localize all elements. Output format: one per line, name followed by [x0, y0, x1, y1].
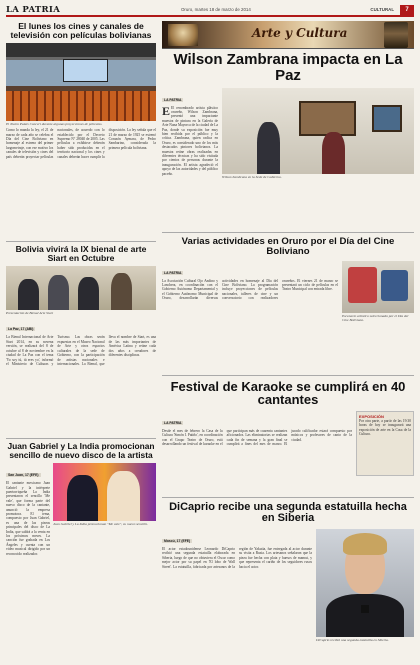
person-figure [107, 471, 140, 521]
oruro-cine-body-cont [342, 324, 414, 358]
juan-gabriel-text: El cantante mexicano Juan Gabriel y la intérprete puertorriqueña La India presentaron el sencillo 'Me vale', que forma parte del nuevo disco de la cantante, anunció la empresa promotora. El tema, compuesto por Juan Gabriel, es una de las piezas principales del disco de La India, que saldrá a la venta en los próximos meses. La canción fue grabada en Los Ángeles y cuenta con un video musical dirigido por un reconocido realizador. [6, 481, 50, 556]
juan-gabriel-text-col [6, 463, 50, 601]
person-figure [18, 279, 39, 310]
artwork-piece [381, 270, 408, 301]
juan-gabriel-body-cont [53, 528, 156, 588]
dicaprio-layout [162, 529, 414, 665]
expo-body: Por otra parte, a partir de las 19:30 horas de hoy se inaugurará una exposición de arte en la Casa de la Cultura. [359, 418, 411, 437]
divider [162, 497, 414, 498]
karaoke-layout [162, 411, 414, 493]
issue-date: Oruro, martes 18 de marzo de 2014 [181, 7, 251, 12]
person-figure [48, 275, 69, 310]
headline-oruro-cine: Varias actividades en Oruro por el Día del Cine Boliviano [181, 235, 395, 257]
bienal-photo [6, 266, 156, 310]
zambrana-text: El renombrado artista plástico orureño, Wilson Zambrana, presentó una impactante muestra de pintura en la Galería de Arte Nuna Mayorca de la ciudad de La Paz, donde su exposición fue muy bien recibida por el público y la crítica. Zambrana, quien radica en Oruro, es considerado uno de los más destacados pintores bolivianos. La muestra reúne obras realizadas en diferentes técnicas y ha sido visitada por cientos de personas durante la inauguración. El artista agradeció el apoyo de las autoridades y del público paceño. [162, 105, 218, 176]
oruro-cine-body [162, 279, 338, 371]
zambrana-caption: Wilson Zambrana en la Sede de Gobierno. [222, 174, 282, 179]
story-juan-gabriel [6, 442, 156, 601]
juan-gabriel-caption: Juan Gabriel y La India promocionan "Me vale", su nuevo sencillo. [53, 522, 148, 527]
dicaprio-media-col [316, 529, 414, 665]
banner-title: Arte y Cultura [252, 26, 348, 40]
expo-box [356, 411, 414, 476]
left-column [6, 21, 156, 601]
divider [6, 241, 156, 242]
juan-gabriel-photo [53, 463, 156, 521]
cine-tv-text: Como lo manda la ley, el 21 de marzo de cada año se celebra el Día del Cine Boliviano en homenaje al estreno del primer largometraje, con ese motivo los canales de televisión y cines del país deberán proyectar películas nacionales, de acuerdo con lo establecido por el Decreto Supremo N° 28040 de 2005. Las películas a exhibirse deberán haber sido producidas en el territorio nacional y los cines y canales deberán hacer cumplir la disposición. La ley señala que el 21 de marzo de 1925 se estrenó Corazón Aymara, de Pedro Sambarino, considerada la primera película boliviana. [6, 128, 156, 159]
person-figure [78, 277, 99, 310]
oruro-cine-layout [162, 261, 414, 371]
section-banner [162, 21, 414, 49]
divider [162, 232, 414, 233]
karaoke-side-col [356, 411, 414, 493]
karaoke-text-col [162, 411, 352, 493]
cine-tv-body [6, 128, 156, 238]
painting-frame [372, 105, 403, 133]
oruro-cine-text: La Asociación Cultural Ojo Andino y Lanchera, en coordinación con el Gobierno Autónomo Departamental y el Gobierno Autónomo Municipal de Oruro, desarrollarán diversas actividades en homenaje al Día del Cine Boliviano. La programación incluye proyecciones de películas nacionales, talleres de cine y un conversatorio con realizadores orureños. El viernes 21 de marzo se presentará un ciclo de películas en el Teatro Municipal con entrada libre. [162, 278, 338, 301]
right-column [162, 21, 414, 665]
painting-frame [299, 101, 357, 135]
karaoke-text: Desde el mes de febrero la Casa de la Cultura 'Simón I. Patiño', en coordinación con el Grupo Teatro de Oruro, está desarrollando un festival de karaoke en el que participan más de cuarenta cantantes aficionados. Las eliminatorias se realizan cada fin de semana y la gran final se cumplirá a fines del mes de marzo. El jurado calificador estará compuesto por músicos y profesores de canto de la ciudad. [162, 428, 352, 447]
story-dicaprio [162, 502, 414, 665]
story-cine-tv [6, 22, 156, 238]
zambrana-layout [162, 88, 414, 228]
person-figure [322, 132, 345, 173]
juan-gabriel-byline: San Juan, 17 (EFE) [8, 473, 39, 478]
zambrana-body [162, 103, 218, 228]
divider [6, 438, 156, 439]
juan-gabriel-media-col [53, 463, 156, 601]
zambrana-media-col [222, 88, 414, 228]
drop-cap: E [162, 103, 171, 118]
hair-shape [343, 533, 386, 555]
story-oruro-cine [162, 237, 414, 371]
theater-caption: El Teatro Palais Concert durante algunas proyecciones de películas. [6, 122, 103, 127]
bienal-body [6, 335, 156, 435]
bienal-caption: Presentación de Bienal Arte Siart [6, 311, 54, 316]
projection-screen [63, 59, 108, 82]
expo-label: EXPOSICIÓN [359, 413, 384, 419]
bienal-text: La Bienal Internacional de Arte Siart 2014, en su novena versión, se realizará del 8 de octubre al 8 de noviembre en la ciudad de La Paz con el tema 'Yo soy tú, tú eres yo', informó el Ministerio de Culturas y Turismo. Las obras serán expuestas en el Museo Nacional de Arte y otros espacios culturales de la sede de Gobierno, con la participación de artistas nacionales e internacionales. La Bienal, que lleva el nombre de Siart, es una de las más importantes de América Latina y reúne cada dos años a creadores de diferentes disciplinas. [6, 335, 156, 366]
headline-zambrana: Wilson Zambrana impacta en La Paz [173, 51, 403, 84]
person-figure [111, 273, 132, 310]
dicaprio-byline: Moscú, 17 (EFE) [164, 539, 191, 543]
masthead [6, 5, 414, 17]
headline-bienal: Bolivia vivirá la IX bienal de arte Siart en Octubre [15, 244, 147, 264]
zambrana-text-col [162, 88, 218, 228]
karaoke-byline: LA PATRIA [164, 420, 182, 425]
painting-artwork [384, 22, 408, 48]
headline-cine-tv: El lunes los cines y canales de televisión con películas bolivianas [10, 21, 152, 41]
headline-dicaprio: DiCaprio recibe una segunda estatuilla hecha en Siberia [169, 500, 407, 525]
zambrana-body-cont [222, 181, 414, 215]
bowtie-shape [361, 605, 369, 614]
headline-karaoke: Festival de Karaoke se cumplirá en 40 cantantes [170, 378, 406, 408]
mask-artwork [168, 24, 198, 46]
theater-photo [6, 43, 156, 121]
zambrana-byline: LA PATRIA [164, 97, 182, 102]
divider [162, 375, 414, 376]
story-zambrana [162, 52, 414, 228]
section-name: CULTURAL [370, 7, 394, 12]
dicaprio-caption: DiCaprio recibió una segunda estatuilla en Siberia. [316, 638, 389, 642]
karaoke-body [162, 429, 352, 493]
person-figure [257, 122, 280, 174]
suit-shape [326, 594, 404, 637]
bienal-byline: La Paz, 17 (ABI) [8, 327, 34, 332]
gallery-photo [222, 88, 414, 174]
oruro-cine-caption: Escenario artístico seleccionado por el Día del Cine Boliviano. [342, 313, 409, 322]
person-figure [67, 475, 98, 521]
dicaprio-text: El actor estadounidense Leonardo DiCaprio recibió una segunda estatuilla elaborada en Siberia, luego de que no obtuviera el Oscar como mejor actor por su papel en 'El lobo de Wall Street'. La estatuilla, fabricada por artesanos de la región de Yakutia, fue entregada al actor durante su visita a Rusia. Los artesanos señalaron que la pieza fue hecha con plata y huesos de mamut, y que representa el cariño de los seguidores rusos hacia el actor. [162, 547, 312, 569]
juan-gabriel-body [6, 481, 50, 601]
dicaprio-body [162, 547, 312, 665]
dicaprio-text-col [162, 529, 312, 665]
story-bienal [6, 245, 156, 435]
oruro-cine-byline: LA PATRIA [164, 270, 182, 275]
juan-gabriel-layout [6, 463, 156, 601]
oruro-cine-media-col [342, 261, 414, 371]
oruro-cine-text-col [162, 261, 338, 371]
newspaper-logo: LA PATRIA [6, 5, 61, 15]
page-number: 7 [400, 5, 414, 15]
dicaprio-photo [316, 529, 414, 637]
headline-juan-gabriel: Juan Gabriel y La India promocionan sencillo de nuevo disco de la artista [7, 441, 155, 461]
story-karaoke [162, 380, 414, 493]
theater-seats [6, 91, 156, 121]
art-photo [342, 261, 414, 313]
artwork-piece [348, 267, 377, 303]
